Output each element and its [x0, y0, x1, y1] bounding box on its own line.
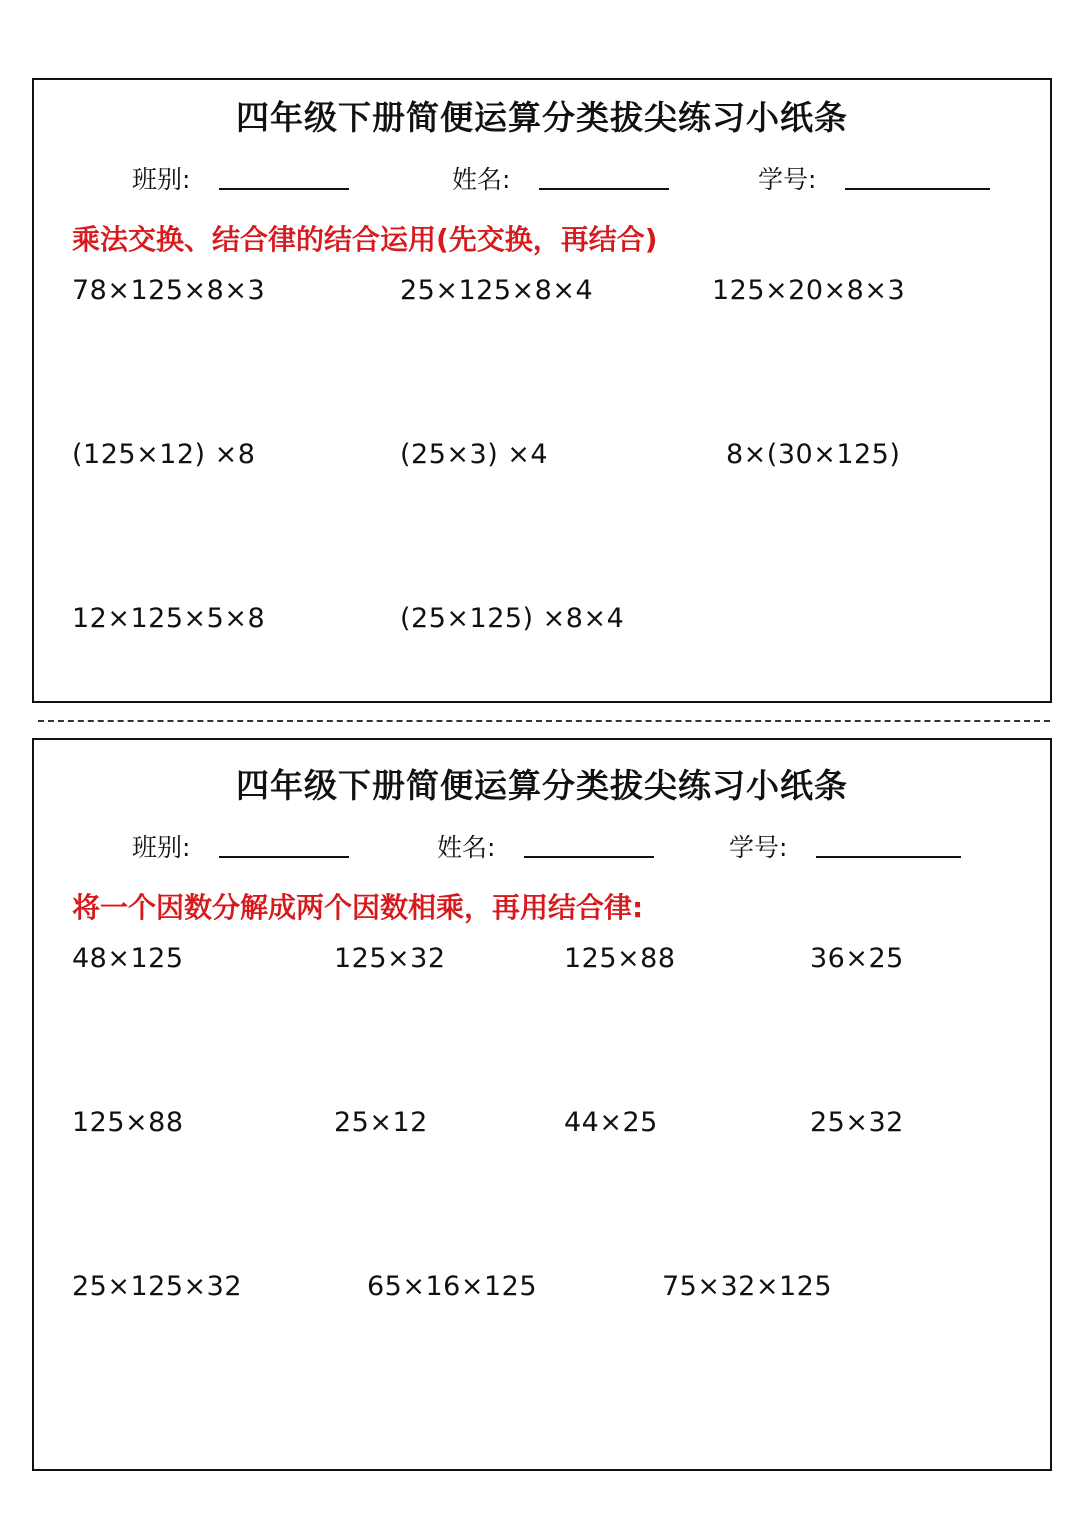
section-hint: 乘法交换、结合律的结合运用(先交换，再结合) — [72, 223, 658, 256]
problem: 78×125×8×3 — [72, 275, 266, 306]
section-hint: 将一个因数分解成两个因数相乘，再用结合律: — [72, 891, 644, 924]
problem: 25×125×32 — [72, 1271, 242, 1302]
student-number-blank[interactable] — [845, 188, 990, 190]
worksheet-title: 四年级下册简便运算分类拔尖练习小纸条 — [236, 766, 848, 805]
problem: 25×32 — [810, 1107, 904, 1138]
problem: (25×3) ×4 — [400, 439, 549, 470]
problem: 48×125 — [72, 943, 184, 974]
student-number-label: 学号: — [729, 833, 788, 862]
problem: (125×12) ×8 — [72, 439, 256, 470]
problem: 8×(30×125) — [726, 439, 901, 470]
problem: 75×32×125 — [662, 1271, 832, 1302]
problem: 125×32 — [334, 943, 446, 974]
student-number-label: 学号: — [758, 165, 817, 194]
name-blank[interactable] — [524, 856, 654, 858]
problem: 125×88 — [72, 1107, 184, 1138]
student-number-blank[interactable] — [816, 856, 961, 858]
name-label: 姓名: — [437, 833, 496, 862]
problem: 44×25 — [564, 1107, 658, 1138]
class-label: 班别: — [132, 165, 191, 194]
name-blank[interactable] — [539, 188, 669, 190]
problem: 65×16×125 — [367, 1271, 537, 1302]
problem: 125×20×8×3 — [712, 275, 906, 306]
class-blank[interactable] — [219, 856, 349, 858]
problem: 12×125×5×8 — [72, 603, 266, 634]
worksheet-title: 四年级下册简便运算分类拔尖练习小纸条 — [236, 98, 848, 137]
problem: 25×125×8×4 — [400, 275, 594, 306]
class-blank[interactable] — [219, 188, 349, 190]
problem: 125×88 — [564, 943, 676, 974]
class-label: 班别: — [132, 833, 191, 862]
cut-line-divider — [38, 720, 1050, 722]
problem: 36×25 — [810, 943, 904, 974]
problem: 25×12 — [334, 1107, 428, 1138]
problem: (25×125) ×8×4 — [400, 603, 625, 634]
worksheet-card-1 — [32, 78, 1052, 703]
name-label: 姓名: — [452, 165, 511, 194]
worksheet-card-2 — [32, 738, 1052, 1471]
